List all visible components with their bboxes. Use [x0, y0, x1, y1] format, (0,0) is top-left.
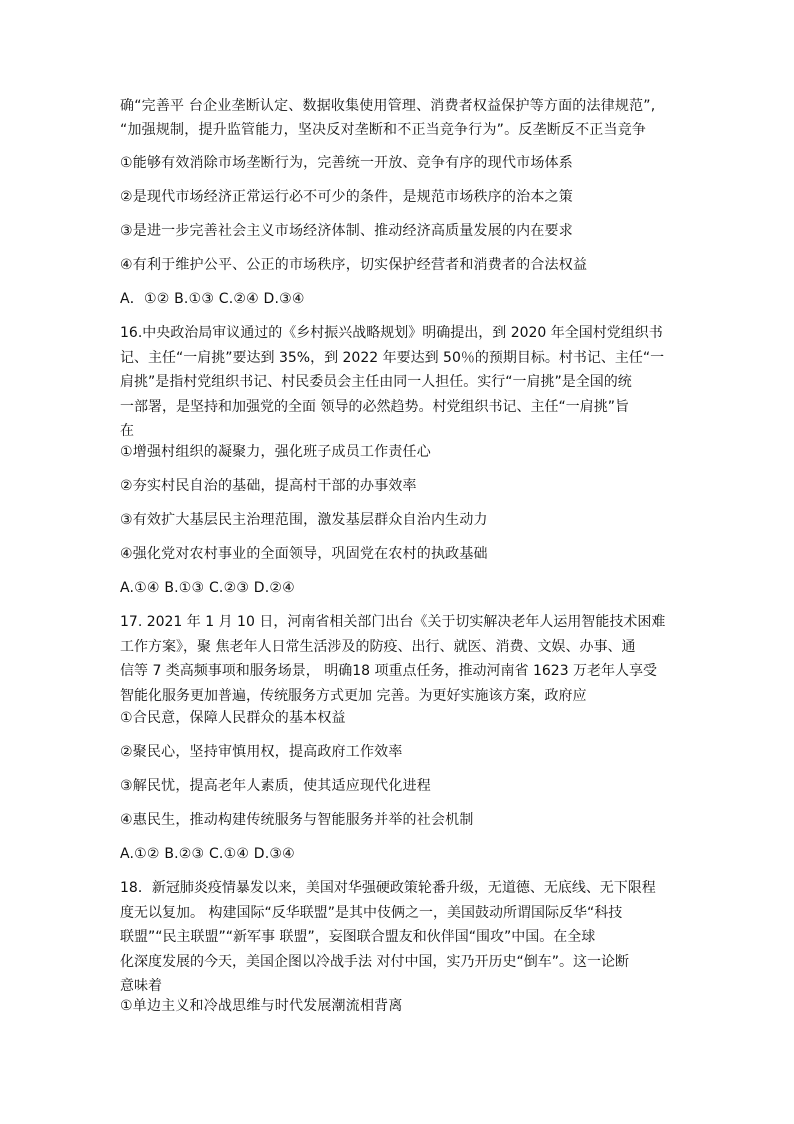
q17-choices: A.①② B.②③ C.①④ D.③④ [120, 846, 295, 862]
q18-option-1: ①单边主义和冷战思维与时代发展潮流相背离 [120, 998, 403, 1014]
q18-stem [120, 876, 680, 999]
q18-stem-line-4: 化深度发展的今天，美国企图以冷战手法 对付中国，实乃开历史“倒车”。这一论断 [120, 953, 629, 970]
q16-stem-line-2: 记、主任“一肩挑”要达到 35%，到 2022 年要达到 50％的预期目标。村书记、主任“一 [120, 349, 665, 366]
intro-line-1: 确“完善平 台企业垄断认定、数据收集使用管理、消费者权益保护等方面的法律规范”, [120, 98, 656, 114]
q15-option-1: ①能够有效消除市场垄断行为，完善统一开放、竞争有序的现代市场体系 [120, 155, 573, 171]
q15-option-2: ②是现代市场经济正常运行必不可少的条件，是规范市场秩序的治本之策 [120, 189, 573, 205]
q16-stem-line-1: 16.中央政治局审议通过的《乡村振兴战略规划》明确提出，到 2020 年全国村党组织书 [120, 325, 663, 341]
q17-stem-line-1: 17. 2021 年 1 月 10 日，河南省相关部门出台《关于切实解决老年人运用智能技术困难 [120, 614, 666, 630]
q16-stem-line-4: 一部署，是坚持和加强党的全面 领导的必然趋势。村党组织书记、主任“一肩挑”旨 [120, 398, 629, 415]
q17-option-3: ③解民忧，提高老年人素质，使其适应现代化进程 [120, 778, 431, 794]
q15-choices: A．①② B.①③ C.②④ D.③④ [120, 291, 305, 307]
q16-stem [120, 321, 680, 444]
q15-option-4: ④有利于维护公平、公正的市场秩序，切实保护经营者和消费者的合法权益 [120, 257, 588, 273]
q18-stem-line-5: 意味着 [120, 978, 162, 994]
q18-stem-line-3: 联盟”“民主联盟”“新军事 联盟”，妄图联合盟友和伙伴国“围攻”中国。在全球 [120, 929, 596, 945]
q15-option-3: ③是进一步完善社会主义市场经济体制、推动经济高质量发展的内在要求 [120, 223, 573, 239]
q17-stem-line-3: 信等 7 类高频事项和服务场景， 明确18 项重点任务，推动河南省 1623 万老年人享受 [120, 663, 658, 679]
q16-stem-line-3: 肩挑”是指村党组织书记、村民委员会主任由同一人担任。实行“一肩挑”是全国的统 [120, 374, 632, 390]
q17-option-4: ④惠民生，推动构建传统服务与智能服务并举的社会机制 [120, 812, 474, 828]
q16-choices: A.①④ B.①③ C.②③ D.②④ [120, 580, 295, 596]
intro-line-2: “加强规制，提升监管能力，坚决反对垄断和不正当竞争行为”。反垄断反不正当竞争 [120, 122, 647, 138]
q17-stem-line-2: 工作方案》，聚 焦老年人日常生活涉及的防疫、出行、就医、消费、文娱、办事、通 [120, 638, 636, 655]
q18-stem-line-1: 18．新冠肺炎疫情暴发以来，美国对华强硬政策轮番升级，无道德、无底线、无下限程 [120, 880, 656, 896]
q17-option-2: ②聚民心，坚持审慎用权，提高政府工作效率 [120, 744, 403, 760]
q16-option-1: ①增强村组织的凝聚力，强化班子成员工作责任心 [120, 444, 431, 460]
q16-option-3: ③有效扩大基层民主治理范围，激发基层群众自治内生动力 [120, 512, 488, 528]
q17-option-1: ①合民意，保障人民群众的基本权益 [120, 710, 346, 726]
q18-stem-line-2: 度无以复加。 构建国际“反华联盟”是其中伎俩之一，美国鼓动所谓国际反华“科技 [120, 904, 623, 921]
q17-stem-line-4: 智能化服务更加普遍，传统服务方式更加 完善。为更好实施该方案，政府应 [120, 687, 587, 704]
q16-stem-line-5: 在 [120, 423, 134, 439]
q16-option-2: ②夯实村民自治的基础，提高村干部的办事效率 [120, 478, 417, 494]
q17-stem [120, 610, 680, 708]
q16-option-4: ④强化党对农村事业的全面领导，巩固党在农村的执政基础 [120, 546, 488, 562]
